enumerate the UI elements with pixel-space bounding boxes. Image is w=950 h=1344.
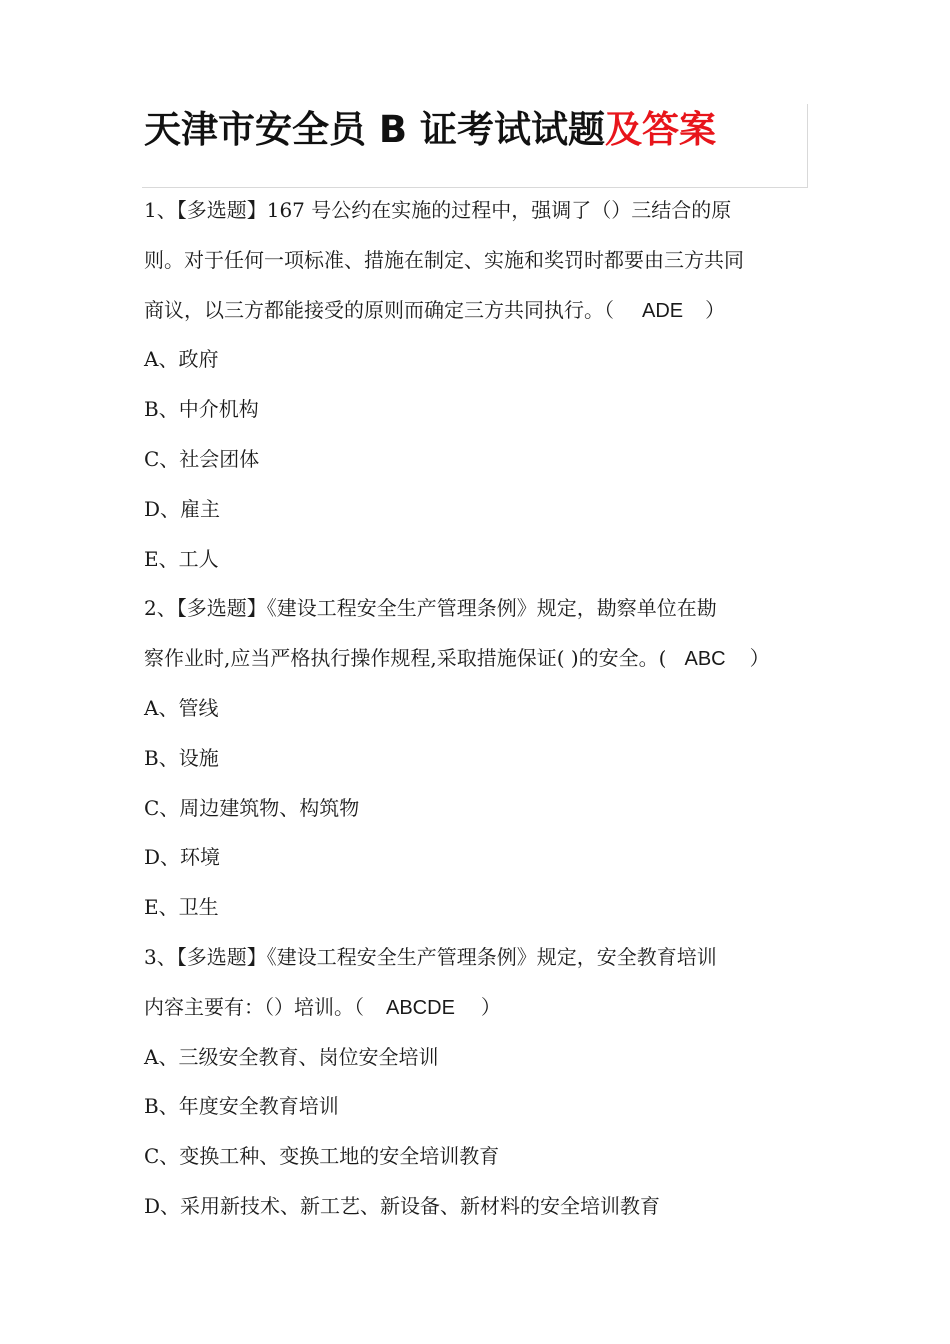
question-1-line-1: 1、【多选题】167 号公约在实施的过程中，强调了（）三结合的原 xyxy=(144,198,732,222)
question-2-option-d: D、环境 xyxy=(144,845,221,870)
question-3-line-2-text: 内容主要有：（）培训。（ xyxy=(144,994,364,1019)
question-2-option-a: A、管线 xyxy=(144,695,219,720)
question-3-option-b: B、年度安全教育培训 xyxy=(144,1094,339,1119)
question-1-line-2: 则。对于任何一项标准、措施在制定、实施和奖罚时都要由三方共同 xyxy=(144,247,744,272)
question-2-answer: ABC xyxy=(684,648,726,671)
question-1 xyxy=(144,186,824,584)
question-2-option-e: E、卫生 xyxy=(144,895,219,920)
question-3-answer: ABCDE xyxy=(386,996,455,1019)
question-2-answer-close: ） xyxy=(749,646,770,671)
question-3-line-2 xyxy=(144,983,824,1033)
question-3-option-c: C、变换工种、变换工地的安全培训教育 xyxy=(144,1144,500,1169)
question-1-option-e: E、工人 xyxy=(144,546,219,571)
question-3-option-d: D、采用新技术、新工艺、新设备、新材料的安全培训教育 xyxy=(144,1193,661,1218)
question-1-line-3 xyxy=(144,286,824,336)
question-list xyxy=(144,186,824,1232)
question-2 xyxy=(144,584,824,933)
question-2-line-2-text: 察作业时,应当严格执行操作规程,采取措施保证( )的安全。( xyxy=(144,646,667,671)
question-2-option-c: C、周边建筑物、构筑物 xyxy=(144,795,360,820)
question-1-option-d: D、雇主 xyxy=(144,496,221,521)
title-main: 天津市安全员 B 证考试试题 xyxy=(144,108,605,151)
question-3-answer-close: ） xyxy=(480,994,501,1019)
question-1-line-3-text: 商议，以三方都能接受的原则而确定三方共同执行。（ xyxy=(144,297,614,322)
question-2-option-b: B、设施 xyxy=(144,745,219,770)
question-1-answer-close: ） xyxy=(705,297,726,322)
question-3-line-1: 3、【多选题】《建设工程安全生产管理条例》规定，安全教育培训 xyxy=(144,944,717,969)
document-title xyxy=(144,104,716,156)
question-2-line-1: 2、【多选题】《建设工程安全生产管理条例》规定，勘察单位在勘 xyxy=(144,596,717,621)
question-3 xyxy=(144,933,824,1232)
question-1-option-c: C、社会团体 xyxy=(144,446,260,471)
question-2-line-2 xyxy=(144,634,824,684)
title-accent: 及答案 xyxy=(604,108,716,151)
question-1-option-b: B、中介机构 xyxy=(144,397,259,422)
question-1-answer: ADE xyxy=(642,299,684,322)
question-1-option-a: A、政府 xyxy=(144,347,219,372)
question-3-option-a: A、三级安全教育、岗位安全培训 xyxy=(144,1044,439,1069)
